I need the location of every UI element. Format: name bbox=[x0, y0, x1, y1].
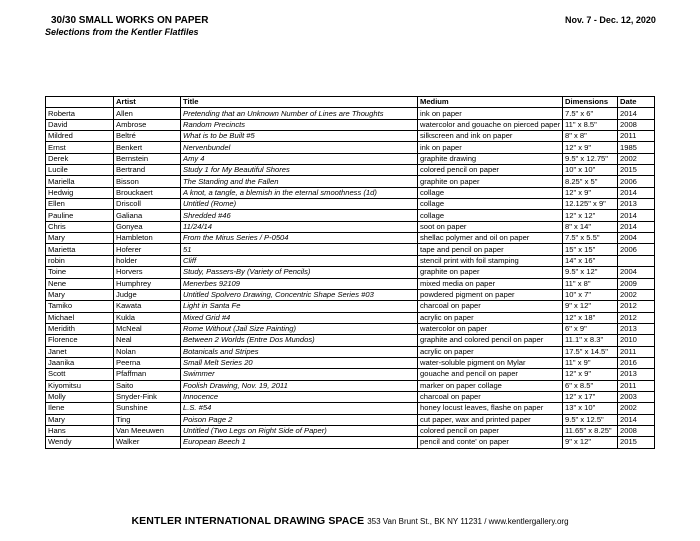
artwork-medium: colored pencil on paper bbox=[418, 425, 563, 436]
table-row bbox=[46, 380, 655, 391]
artwork-title: L.S. #54 bbox=[181, 403, 418, 414]
table-row bbox=[46, 346, 655, 357]
artwork-dimensions: 8" x 8" bbox=[563, 131, 618, 142]
artwork-date: 2013 bbox=[618, 323, 655, 334]
artwork-dimensions: 12" x 9" bbox=[563, 187, 618, 198]
artwork-date: 1985 bbox=[618, 142, 655, 153]
artist-first-name: Mary bbox=[46, 289, 114, 300]
artwork-date: 2016 bbox=[618, 357, 655, 368]
artwork-date: 2002 bbox=[618, 289, 655, 300]
artwork-date: 2011 bbox=[618, 346, 655, 357]
artwork-date: 2002 bbox=[618, 153, 655, 164]
artwork-title: Small Melt Series 20 bbox=[181, 357, 418, 368]
artwork-medium: tape and pencil on paper bbox=[418, 244, 563, 255]
artwork-dimensions: 7.5" x 6" bbox=[563, 108, 618, 119]
artwork-dimensions: 11" x 8.5" bbox=[563, 119, 618, 130]
artwork-title: Botanicals and Stripes bbox=[181, 346, 418, 357]
artist-first-name: Hans bbox=[46, 425, 114, 436]
artwork-dimensions: 9.5" x 12.5" bbox=[563, 414, 618, 425]
artist-last-name: Kawata bbox=[114, 301, 181, 312]
page-title: 30/30 SMALL WORKS ON PAPER bbox=[51, 15, 209, 26]
table-header-row bbox=[46, 97, 655, 108]
artwork-title: Untitled (Two Legs on Right Side of Paper) bbox=[181, 425, 418, 436]
artwork-medium: stencil print with foil stamping bbox=[418, 255, 563, 266]
artwork-dimensions: 12" x 18" bbox=[563, 312, 618, 323]
artwork-dimensions: 9.5" x 12.75" bbox=[563, 153, 618, 164]
artwork-dimensions: 12" x 9" bbox=[563, 369, 618, 380]
artwork-date: 2014 bbox=[618, 210, 655, 221]
artwork-medium: ink on paper bbox=[418, 108, 563, 119]
artist-first-name: Scott bbox=[46, 369, 114, 380]
table-row bbox=[46, 278, 655, 289]
artwork-medium: watercolor and gouache on pierced paper bbox=[418, 119, 563, 130]
table-row bbox=[46, 187, 655, 198]
footer-org-name: KENTLER INTERNATIONAL DRAWING SPACE bbox=[131, 515, 365, 527]
artwork-dimensions: 12.125" x 9" bbox=[563, 199, 618, 210]
artwork-medium: colored pencil on paper bbox=[418, 165, 563, 176]
artwork-dimensions: 11.65" x 8.25" bbox=[563, 425, 618, 436]
artwork-title: Foolish Drawing, Nov. 19, 2011 bbox=[181, 380, 418, 391]
artist-last-name: Snyder-Fink bbox=[114, 391, 181, 402]
artwork-dimensions: 8.25" x 5" bbox=[563, 176, 618, 187]
artwork-date: 2003 bbox=[618, 391, 655, 402]
table-row bbox=[46, 165, 655, 176]
artwork-date: 2015 bbox=[618, 437, 655, 448]
artwork-title: Shredded #46 bbox=[181, 210, 418, 221]
artist-last-name: Neal bbox=[114, 335, 181, 346]
column-header-medium: Medium bbox=[418, 97, 563, 108]
artwork-date: 2014 bbox=[618, 221, 655, 232]
table-row bbox=[46, 176, 655, 187]
artist-first-name: Ellen bbox=[46, 199, 114, 210]
artwork-title: Untitled Spolvero Drawing, Concentric Shape Series #03 bbox=[181, 289, 418, 300]
artwork-medium: graphite drawing bbox=[418, 153, 563, 164]
artwork-title: From the Mirus Series / P-0504 bbox=[181, 233, 418, 244]
artist-last-name: Ambrose bbox=[114, 119, 181, 130]
artist-last-name: Horvers bbox=[114, 267, 181, 278]
artist-last-name: Humphrey bbox=[114, 278, 181, 289]
artwork-title: Light in Santa Fe bbox=[181, 301, 418, 312]
artist-last-name: McNeal bbox=[114, 323, 181, 334]
table-row bbox=[46, 289, 655, 300]
artwork-dimensions: 11.1" x 8.3" bbox=[563, 335, 618, 346]
artist-first-name: Lucile bbox=[46, 165, 114, 176]
column-header-dimensions: Dimensions bbox=[563, 97, 618, 108]
artist-last-name: Peerna bbox=[114, 357, 181, 368]
artwork-dimensions: 12" x 12" bbox=[563, 210, 618, 221]
table-row bbox=[46, 335, 655, 346]
table-row bbox=[46, 301, 655, 312]
artwork-date: 2002 bbox=[618, 403, 655, 414]
artwork-date: 2012 bbox=[618, 312, 655, 323]
artist-first-name: Jaanika bbox=[46, 357, 114, 368]
table-row bbox=[46, 244, 655, 255]
artist-last-name: Hoferer bbox=[114, 244, 181, 255]
artist-first-name: Janet bbox=[46, 346, 114, 357]
artwork-date: 2006 bbox=[618, 176, 655, 187]
artwork-title: 51 bbox=[181, 244, 418, 255]
artwork-dimensions: 7.5" x 5.5" bbox=[563, 233, 618, 244]
artist-first-name: Ernst bbox=[46, 142, 114, 153]
artwork-date: 2013 bbox=[618, 199, 655, 210]
artwork-title: A knot, a tangle, a blemish in the eternal smoothness (1d) bbox=[181, 187, 418, 198]
artwork-title: Rome Without (Jail Size Painting) bbox=[181, 323, 418, 334]
table-row bbox=[46, 210, 655, 221]
column-header-artist: Artist bbox=[114, 97, 181, 108]
artwork-title: Poison Page 2 bbox=[181, 414, 418, 425]
artwork-dimensions: 14" x 16" bbox=[563, 255, 618, 266]
artist-first-name: Meridith bbox=[46, 323, 114, 334]
artwork-title: Innocence bbox=[181, 391, 418, 402]
artwork-date: 2010 bbox=[618, 335, 655, 346]
artist-first-name: Kiyomitsu bbox=[46, 380, 114, 391]
artwork-title: European Beech 1 bbox=[181, 437, 418, 448]
table-row bbox=[46, 369, 655, 380]
artwork-medium: collage bbox=[418, 199, 563, 210]
artist-first-name: Marietta bbox=[46, 244, 114, 255]
artwork-medium: watercolor on paper bbox=[418, 323, 563, 334]
artwork-dimensions: 15" x 15" bbox=[563, 244, 618, 255]
artwork-title: 11/24/14 bbox=[181, 221, 418, 232]
artist-first-name: David bbox=[46, 119, 114, 130]
table-row bbox=[46, 221, 655, 232]
works-table bbox=[45, 96, 655, 449]
artist-last-name: Galiana bbox=[114, 210, 181, 221]
artwork-date: 2012 bbox=[618, 301, 655, 312]
artwork-medium: collage bbox=[418, 187, 563, 198]
artwork-date: 2004 bbox=[618, 267, 655, 278]
artwork-medium: cut paper, wax and printed paper bbox=[418, 414, 563, 425]
artist-last-name: Bisson bbox=[114, 176, 181, 187]
artwork-date: 2009 bbox=[618, 278, 655, 289]
artist-first-name: Florence bbox=[46, 335, 114, 346]
artwork-date: 2008 bbox=[618, 425, 655, 436]
artwork-dimensions: 6" x 8.5" bbox=[563, 380, 618, 391]
artist-last-name: Sunshine bbox=[114, 403, 181, 414]
artist-first-name: Toine bbox=[46, 267, 114, 278]
artist-first-name: Hedwig bbox=[46, 187, 114, 198]
artist-last-name: Gonyea bbox=[114, 221, 181, 232]
table-row bbox=[46, 267, 655, 278]
column-header-date: Date bbox=[618, 97, 655, 108]
column-header-first-name bbox=[46, 97, 114, 108]
artwork-title: Nervenbundel bbox=[181, 142, 418, 153]
table-row bbox=[46, 199, 655, 210]
artwork-title: Pretending that an Unknown Number of Lines are Thoughts bbox=[181, 108, 418, 119]
artwork-medium: silkscreen and ink on paper bbox=[418, 131, 563, 142]
artist-first-name: Mariella bbox=[46, 176, 114, 187]
artist-first-name: Molly bbox=[46, 391, 114, 402]
page-subtitle: Selections from the Kentler Flatfiles bbox=[45, 27, 199, 37]
artwork-medium: charcoal on paper bbox=[418, 301, 563, 312]
artwork-title: The Standing and the Fallen bbox=[181, 176, 418, 187]
artwork-dimensions: 9" x 12" bbox=[563, 301, 618, 312]
artwork-dimensions: 8" x 14" bbox=[563, 221, 618, 232]
table-row bbox=[46, 357, 655, 368]
artwork-date: 2006 bbox=[618, 244, 655, 255]
artist-last-name: Brouckaert bbox=[114, 187, 181, 198]
artist-first-name: Roberta bbox=[46, 108, 114, 119]
table-row bbox=[46, 414, 655, 425]
artist-last-name: Driscoll bbox=[114, 199, 181, 210]
artwork-title: Untitled (Rome) bbox=[181, 199, 418, 210]
artwork-dimensions: 12" x 9" bbox=[563, 142, 618, 153]
artwork-date: 2014 bbox=[618, 187, 655, 198]
artwork-dimensions: 11" x 9" bbox=[563, 357, 618, 368]
artwork-dimensions: 10" x 7" bbox=[563, 289, 618, 300]
artwork-date bbox=[618, 255, 655, 266]
artwork-date: 2015 bbox=[618, 165, 655, 176]
artist-first-name: Tamiko bbox=[46, 301, 114, 312]
artist-last-name: Benkert bbox=[114, 142, 181, 153]
table-row bbox=[46, 255, 655, 266]
artist-first-name: Michael bbox=[46, 312, 114, 323]
table-row bbox=[46, 437, 655, 448]
artwork-date: 2014 bbox=[618, 108, 655, 119]
artwork-medium: charcoal on paper bbox=[418, 391, 563, 402]
artist-first-name: Chris bbox=[46, 221, 114, 232]
artist-first-name: Derek bbox=[46, 153, 114, 164]
artist-last-name: Beltré bbox=[114, 131, 181, 142]
artwork-dimensions: 9.5" x 12" bbox=[563, 267, 618, 278]
artwork-date: 2014 bbox=[618, 414, 655, 425]
artwork-dimensions: 9" x 12" bbox=[563, 437, 618, 448]
artwork-medium: shellac polymer and oil on paper bbox=[418, 233, 563, 244]
exhibition-dates: Nov. 7 - Dec. 12, 2020 bbox=[565, 15, 656, 25]
artwork-title: What is to be Built #5 bbox=[181, 131, 418, 142]
table-row bbox=[46, 142, 655, 153]
artist-first-name: Nene bbox=[46, 278, 114, 289]
artwork-date: 2011 bbox=[618, 131, 655, 142]
artwork-medium: water-soluble pigment on Mylar bbox=[418, 357, 563, 368]
artist-first-name: Mildred bbox=[46, 131, 114, 142]
artwork-medium: mixed media on paper bbox=[418, 278, 563, 289]
artist-last-name: Walker bbox=[114, 437, 181, 448]
artwork-dimensions: 6" x 9" bbox=[563, 323, 618, 334]
table-row bbox=[46, 323, 655, 334]
column-header-title: Title bbox=[181, 97, 418, 108]
artist-last-name: Van Meeuwen bbox=[114, 425, 181, 436]
artwork-medium: powdered pigment on paper bbox=[418, 289, 563, 300]
table-row bbox=[46, 312, 655, 323]
artwork-date: 2011 bbox=[618, 380, 655, 391]
artwork-medium: acrylic on paper bbox=[418, 346, 563, 357]
artwork-date: 2013 bbox=[618, 369, 655, 380]
artist-first-name: Mary bbox=[46, 414, 114, 425]
artist-last-name: Nolan bbox=[114, 346, 181, 357]
artwork-title: Menerbes 92109 bbox=[181, 278, 418, 289]
artwork-title: Study, Passers-By (Variety of Pencils) bbox=[181, 267, 418, 278]
artist-last-name: holder bbox=[114, 255, 181, 266]
artist-last-name: Allen bbox=[114, 108, 181, 119]
artwork-dimensions: 13" x 10" bbox=[563, 403, 618, 414]
artist-last-name: Judge bbox=[114, 289, 181, 300]
artist-last-name: Saito bbox=[114, 380, 181, 391]
artwork-medium: ink on paper bbox=[418, 142, 563, 153]
artist-first-name: Mary bbox=[46, 233, 114, 244]
artwork-title: Random Precincts bbox=[181, 119, 418, 130]
artwork-medium: marker on paper collage bbox=[418, 380, 563, 391]
artist-last-name: Bernstein bbox=[114, 153, 181, 164]
footer-address: 353 Van Brunt St., BK NY 11231 / www.kentlergallery.org bbox=[367, 517, 569, 526]
table-row bbox=[46, 233, 655, 244]
artwork-title: Study 1 for My Beautiful Shores bbox=[181, 165, 418, 176]
works-table-body bbox=[46, 108, 655, 448]
artist-last-name: Ting bbox=[114, 414, 181, 425]
artwork-title: Mixed Grid #4 bbox=[181, 312, 418, 323]
artwork-title: Amy 4 bbox=[181, 153, 418, 164]
artwork-medium: graphite on paper bbox=[418, 267, 563, 278]
table-row bbox=[46, 108, 655, 119]
artwork-medium: graphite and colored pencil on paper bbox=[418, 335, 563, 346]
artwork-medium: graphite on paper bbox=[418, 176, 563, 187]
artist-last-name: Bertrand bbox=[114, 165, 181, 176]
artwork-dimensions: 17.5" x 14.5" bbox=[563, 346, 618, 357]
artwork-date: 2004 bbox=[618, 233, 655, 244]
artwork-date: 2008 bbox=[618, 119, 655, 130]
artwork-title: Cliff bbox=[181, 255, 418, 266]
artist-last-name: Kukla bbox=[114, 312, 181, 323]
artwork-title: Between 2 Worlds (Entre Dos Mundos) bbox=[181, 335, 418, 346]
artist-first-name: Wendy bbox=[46, 437, 114, 448]
artwork-medium: soot on paper bbox=[418, 221, 563, 232]
table-row bbox=[46, 153, 655, 164]
artwork-medium: gouache and pencil on paper bbox=[418, 369, 563, 380]
table-row bbox=[46, 403, 655, 414]
footer bbox=[0, 511, 700, 529]
table-row bbox=[46, 425, 655, 436]
artwork-medium: honey locust leaves, flashe on paper bbox=[418, 403, 563, 414]
artwork-medium: collage bbox=[418, 210, 563, 221]
artwork-title: Swimmer bbox=[181, 369, 418, 380]
artwork-dimensions: 12" x 17" bbox=[563, 391, 618, 402]
artist-last-name: Pfaffman bbox=[114, 369, 181, 380]
artwork-medium: pencil and conte' on paper bbox=[418, 437, 563, 448]
artwork-dimensions: 11" x 8" bbox=[563, 278, 618, 289]
artist-last-name: Hambleton bbox=[114, 233, 181, 244]
artist-first-name: robin bbox=[46, 255, 114, 266]
table-row bbox=[46, 119, 655, 130]
artist-first-name: Ilene bbox=[46, 403, 114, 414]
table-row bbox=[46, 131, 655, 142]
artwork-medium: acrylic on paper bbox=[418, 312, 563, 323]
artist-first-name: Pauline bbox=[46, 210, 114, 221]
table-row bbox=[46, 391, 655, 402]
artwork-dimensions: 10" x 10" bbox=[563, 165, 618, 176]
